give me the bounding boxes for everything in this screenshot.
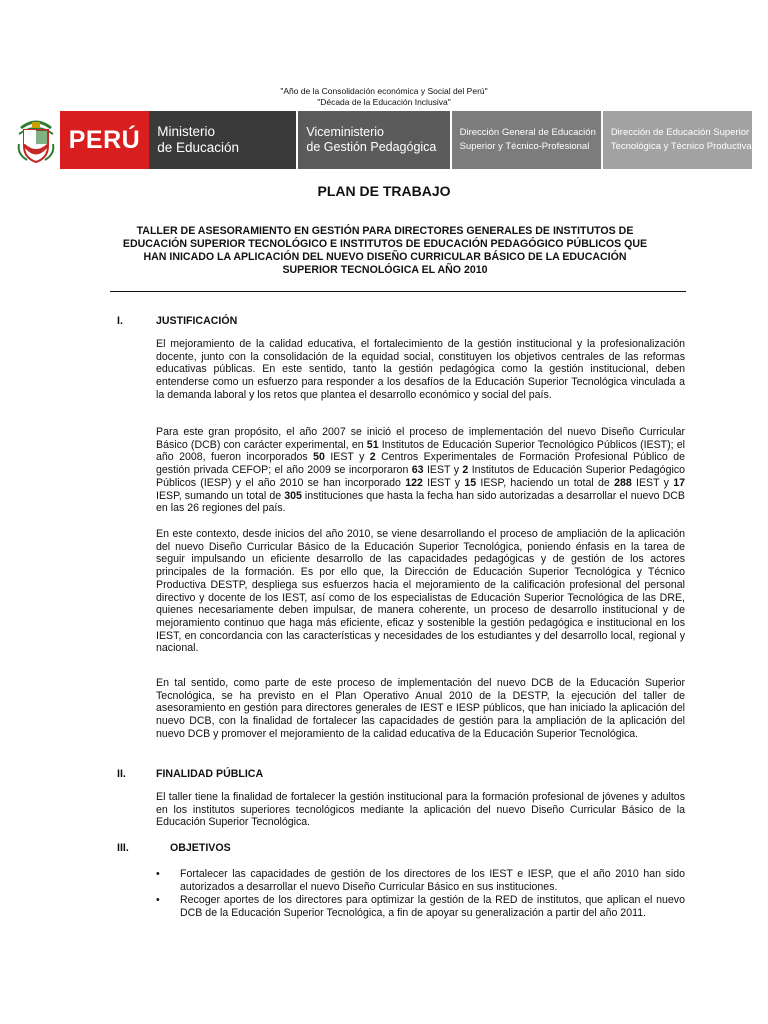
p2-num-1: 51: [366, 438, 379, 451]
p2-num-2: 50: [313, 451, 325, 464]
section-1-title: JUSTIFICACIÓN: [156, 315, 238, 327]
p2-num-8: 288: [614, 476, 632, 489]
p2-num-7: 15: [464, 476, 477, 489]
section-1-number: I.: [117, 315, 123, 327]
p2-num-4: 63: [411, 464, 424, 477]
motto-line-2: "Década de la Educación Inclusiva": [317, 97, 451, 107]
list-item: [152, 868, 685, 893]
ministry-line-2: de Educación: [157, 140, 240, 155]
p2-text-g: IEST y: [422, 476, 465, 489]
vice-ministry-line-2: de Gestión Pedagógica: [306, 140, 437, 154]
justification-paragraph-4: En tal sentido, como parte de este proceso de implementación del nuevo DCB de la Educación Superior Tecnológica, se ha previsto en el Plan Operativo Anual 2010 de la DESTP, la ejecución del taller de asesoramiento en gestión para directores generales de IEST e IESP públicos, que han iniciado la aplicación del nuevo DCB, con la finalidad de fortalecer las capacidades de gestión para la ampliación de la aplicación del nuevo DCB y promover el mejoramiento de la calidad educativa de la Educación Superior Tecnológica.: [156, 677, 685, 740]
vice-ministry-line-1: Viceministerio: [306, 125, 384, 139]
p2-num-3: 2: [369, 451, 376, 464]
institution-banner: [12, 111, 752, 169]
direction-line-1: Dirección de Educación Superior: [610, 127, 750, 138]
p2-text-k: instituciones que hasta la fecha han sido autorizadas a desarrollar el nuevo DCB en las 26 regiones del país.: [156, 489, 685, 515]
divider: [110, 291, 686, 292]
p2-text-h: IESP, haciendo un total de: [476, 476, 615, 489]
general-direction-block: [452, 111, 601, 169]
p2-text-i: IEST y: [631, 476, 674, 489]
p2-text-e: IEST y: [423, 464, 463, 477]
p2-text-f: Institutos de Educación Superior Pedagógico Públicos (IESP) y el año 2010 se han incorporado: [156, 464, 686, 489]
vice-ministry-block: [298, 111, 449, 169]
section-3-title: OBJETIVOS: [170, 842, 231, 854]
bullet-icon: •: [156, 894, 160, 907]
document-subtitle: TALLER DE ASESORAMIENTO EN GESTIÓN PARA DIRECTORES GENERALES DE INSTITUTOS DE EDUCACIÓN SUPERIOR TECNOLÓGICO E INSTITUTOS DE EDUCACIÓN PEDAGÓGICO PÚBLICOS QUE HAN INICADO LA APLICACIÓN DEL NUEVO DISEÑO CURRICULAR BÁSICO DE LA EDUCACIÓN SUPERIOR TECNOLÓGICA EL AÑO 2010: [122, 225, 648, 276]
direction-block: [603, 111, 752, 169]
p2-text-b: Institutos de Educación Superior Tecnológico Públicos (IEST); el año 2008, fueron incorporados: [156, 438, 685, 464]
direction-line-2: Tecnológica y Técnico Productiva: [610, 141, 752, 152]
motto-line-1: "Año de la Consolidación económica y Social del Perú": [280, 86, 488, 96]
p2-num-5: 2: [462, 464, 469, 477]
objective-text: Fortalecer las capacidades de gestión de los directores de los IEST e IESP, que el año 2010 han sido autorizados a desarrollar el nuevo Diseño Curricular Básico en sus instituciones.: [180, 868, 685, 893]
p2-text-d: Centros Experimentales de Formación Profesional Público de gestión privada CEFOP; el año 2009 se incorporaron: [156, 451, 685, 477]
general-direction-line-1: Dirección General de Educación: [459, 127, 596, 138]
section-2-title: FINALIDAD PÚBLICA: [156, 768, 264, 780]
motto: [0, 86, 768, 108]
peru-logo: PERÚ: [60, 111, 149, 169]
ministry-block: [149, 111, 296, 169]
section-3-number: III.: [117, 842, 129, 854]
p2-num-9: 17: [673, 476, 685, 489]
general-direction-line-2: Superior y Técnico-Profesional: [459, 141, 590, 152]
objectives-list: [152, 868, 685, 921]
objective-text: Recoger aportes de los directores para optimizar la gestión de la RED de institutos, que aplican el nuevo DCB de la Educación Superior Tecnológica, a fin de apoyar su generalización a partir del año 2011.: [180, 894, 685, 920]
finality-paragraph: El taller tiene la finalidad de fortalecer la gestión institucional para la formación profesional de jóvenes y adultos en los institutos superiores tecnológicos mediante la aplicación del nuevo Diseño Curricular Básico de la Educación Superior Tecnológica.: [156, 791, 685, 829]
justification-paragraph-2: [156, 426, 685, 515]
list-item: [152, 894, 685, 919]
p2-text-a: Para este gran propósito, el año 2007 se inició el proceso de implementación del nuevo Diseño Curricular Básico (DCB) con carácter experimental, en: [156, 426, 685, 451]
ministry-line-1: Ministerio: [157, 124, 215, 139]
bullet-icon: •: [156, 868, 160, 880]
justification-paragraph-3: En este contexto, desde inicios del año 2010, se viene desarrollando el proceso de ampliación de la aplicación del nuevo Diseño Curricular Básico de la Educación Superior Tecnológica, poniendo énfasis en la tarea de seguir impulsando un eficiente desarrollo de las capacidades pedagógicas y de gestión de los actores principales de la formación. Es por ello que, la Dirección de Educación Superior Tecnológica y Técnico Productiva DESTP, despliega sus esfuerzos hacia el mejoramiento de la calificación profesional del personal directivo y docente de los IEST, así como de los especialistas de Educación Superior Tecnológica de las DRE, quienes necesariamente deben impulsar, de manera coherente, un proceso de desarrollo institucional y de mejoramiento continuo que haga más eficiente, eficaz y sostenible la gestión pedagógica e institucional en los IEST, en concordancia con las características y necesidades de los estudiantes y del desarrollo local, regional y nacional.: [156, 528, 685, 655]
section-2-number: II.: [117, 768, 126, 780]
justification-paragraph-1: El mejoramiento de la calidad educativa, el fortalecimiento de la gestión institucional y la profesionalización docente, junto con la consolidación de la equidad social, constituyen los objetivos centrales de las reformas educativas públicas. En este sentido, tanto la gestión pedagógica como la gestión institucional, deben entenderse como un esfuerzo para responder a los desafíos de la Educación Superior Tecnológica vinculada a la demanda laboral y los retos que plantea el desarrollo económico y social del país.: [156, 338, 685, 401]
p2-text-c: IEST y: [324, 451, 370, 464]
p2-num-6: 122: [405, 476, 423, 489]
coat-of-arms-icon: [12, 111, 60, 169]
p2-text-j: IESP, sumando un total de: [156, 489, 285, 502]
p2-num-10: 305: [284, 489, 302, 502]
document-title: PLAN DE TRABAJO: [317, 183, 451, 199]
